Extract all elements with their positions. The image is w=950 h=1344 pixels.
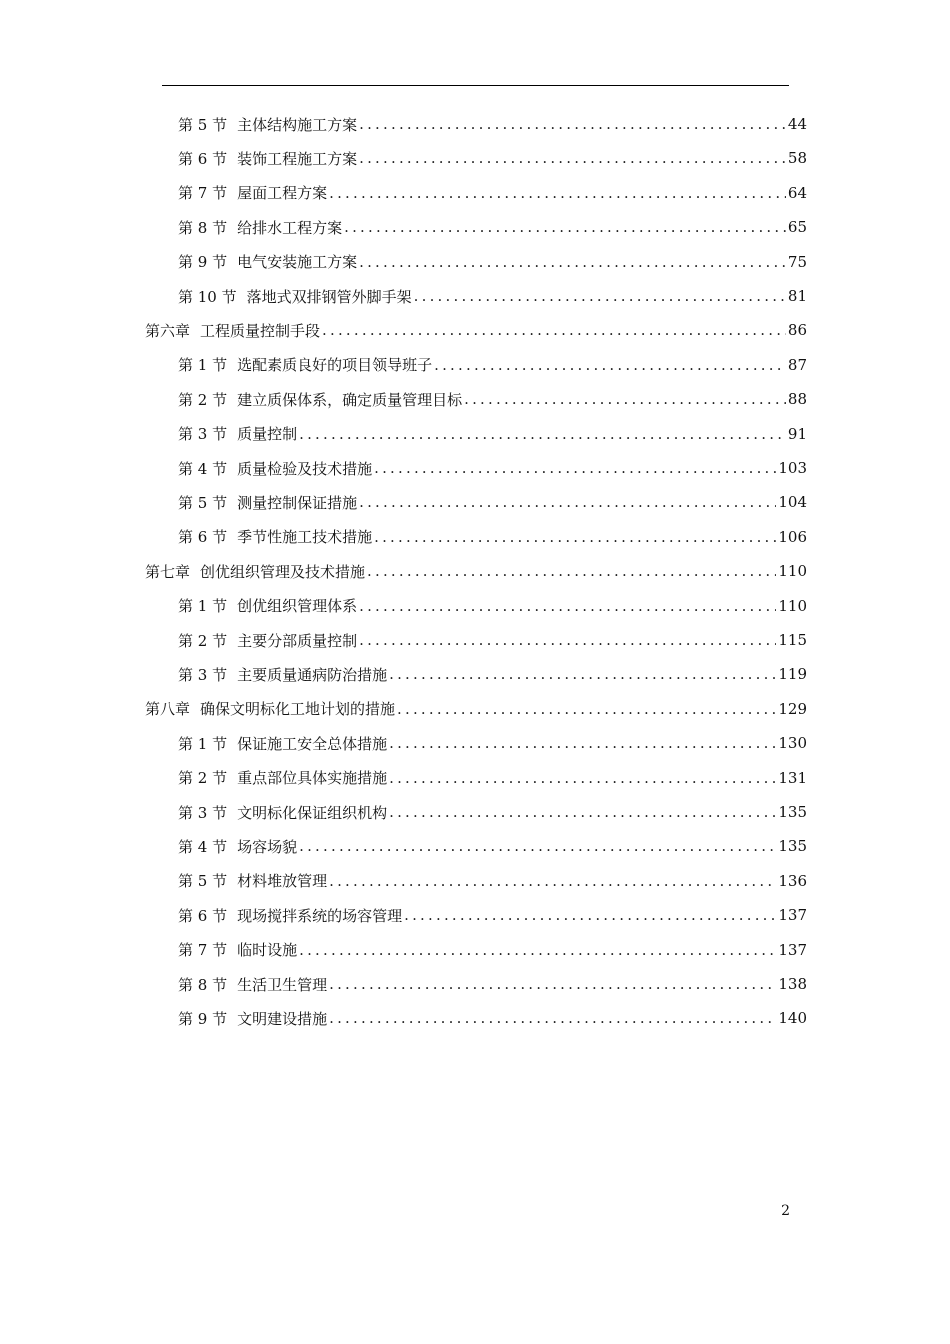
toc-entry-title: 建立质保体系，确定质量管理目标 bbox=[237, 390, 463, 409]
toc-entry-title: 创优组织管理体系 bbox=[237, 597, 358, 616]
toc-entry-title: 主要质量通病防治措施 bbox=[237, 665, 388, 684]
page-number: 2 bbox=[781, 1203, 790, 1219]
toc-entry-title: 创优组织管理及技术措施 bbox=[200, 562, 366, 581]
toc-entry-number: 第 5 节 bbox=[178, 872, 228, 891]
toc-entry-title: 主要分部质量控制 bbox=[237, 631, 358, 650]
toc-entry-page: 130 bbox=[778, 734, 807, 753]
toc-entry-number: 第 4 节 bbox=[178, 837, 228, 856]
dot-leader bbox=[299, 837, 776, 855]
toc-entry-page: 86 bbox=[787, 321, 807, 340]
toc-entry-title: 电气安装施工方案 bbox=[237, 253, 358, 272]
dot-leader bbox=[434, 356, 786, 374]
toc-entry-page: 88 bbox=[787, 390, 807, 409]
toc-entry[interactable] bbox=[178, 1001, 807, 1035]
toc-entry-title: 给排水工程方案 bbox=[237, 218, 343, 237]
dot-leader bbox=[414, 287, 786, 305]
toc-entry-title: 确保文明标化工地计划的措施 bbox=[200, 700, 396, 719]
dot-leader bbox=[359, 493, 776, 511]
toc-entry-page: 119 bbox=[778, 665, 807, 684]
toc-entry[interactable] bbox=[178, 417, 807, 451]
toc-entry-number: 第 3 节 bbox=[178, 425, 228, 444]
toc-entry-page: 135 bbox=[778, 837, 807, 856]
dot-leader bbox=[359, 115, 786, 133]
dot-leader bbox=[299, 425, 786, 443]
toc-entry-page: 58 bbox=[787, 149, 807, 168]
dot-leader bbox=[329, 975, 776, 993]
toc-entry-number: 第 1 节 bbox=[178, 734, 228, 753]
toc-entry[interactable] bbox=[178, 485, 807, 519]
toc-entry-number: 第 7 节 bbox=[178, 941, 228, 960]
dot-leader bbox=[329, 1009, 776, 1027]
toc-entry-title: 生活卫生管理 bbox=[237, 975, 328, 994]
toc-entry[interactable] bbox=[178, 382, 807, 416]
toc-entry-title: 场容场貌 bbox=[237, 837, 298, 856]
toc-entry-page: 75 bbox=[787, 252, 807, 271]
toc-entry-page: 104 bbox=[778, 493, 807, 512]
toc-entry-number: 第 6 节 bbox=[178, 528, 228, 547]
dot-leader bbox=[322, 321, 786, 339]
toc-entry[interactable] bbox=[178, 795, 807, 829]
toc-entry[interactable] bbox=[178, 967, 807, 1001]
toc-entry-number: 第 4 节 bbox=[178, 459, 228, 478]
dot-leader bbox=[389, 665, 776, 683]
toc-entry[interactable] bbox=[178, 933, 807, 967]
toc-entry-number: 第 5 节 bbox=[178, 115, 228, 134]
toc-entry-number: 第 10 节 bbox=[178, 287, 237, 306]
dot-leader bbox=[389, 769, 776, 787]
toc-entry-number: 第 5 节 bbox=[178, 493, 228, 512]
toc-entry-number: 第 9 节 bbox=[178, 253, 228, 272]
toc-chapter-entry[interactable] bbox=[145, 554, 807, 588]
toc-entry-title: 保证施工安全总体措施 bbox=[237, 734, 388, 753]
dot-leader bbox=[329, 184, 786, 202]
toc-entry-number: 第 1 节 bbox=[178, 356, 228, 375]
toc-entry-number: 第 1 节 bbox=[178, 597, 228, 616]
toc-entry[interactable] bbox=[178, 657, 807, 691]
toc-entry-number: 第 9 节 bbox=[178, 1009, 228, 1028]
toc-entry[interactable] bbox=[178, 898, 807, 932]
toc-entry-page: 103 bbox=[778, 459, 807, 477]
toc-entry[interactable] bbox=[178, 589, 807, 623]
toc-entry-number: 第 7 节 bbox=[178, 184, 228, 203]
toc-entry-number: 第六章 bbox=[145, 321, 191, 340]
toc-entry[interactable] bbox=[178, 107, 807, 141]
toc-entry-title: 装饰工程施工方案 bbox=[237, 149, 358, 168]
dot-leader bbox=[404, 906, 776, 924]
toc-entry-page: 91 bbox=[787, 424, 807, 443]
toc-entry-number: 第 2 节 bbox=[178, 769, 228, 788]
toc-entry-page: 110 bbox=[778, 596, 807, 615]
toc-entry-number: 第 8 节 bbox=[178, 975, 228, 994]
toc-entry[interactable] bbox=[178, 520, 807, 554]
dot-leader bbox=[359, 597, 776, 615]
toc-entry-page: 110 bbox=[778, 562, 807, 581]
toc-entry-page: 64 bbox=[787, 183, 807, 202]
toc-entry[interactable] bbox=[178, 726, 807, 760]
toc-entry-title: 文明建设措施 bbox=[237, 1009, 328, 1028]
toc-entry-page: 131 bbox=[778, 768, 807, 787]
dot-leader bbox=[374, 459, 776, 477]
toc-entry-title: 现场搅拌系统的场容管理 bbox=[237, 906, 403, 925]
toc-entry-title: 质量控制 bbox=[237, 425, 298, 444]
toc-entry-number: 第 8 节 bbox=[178, 218, 228, 237]
toc-entry-number: 第 3 节 bbox=[178, 665, 228, 684]
toc-chapter-entry[interactable] bbox=[145, 313, 807, 347]
toc-entry[interactable] bbox=[178, 864, 807, 898]
toc-entry-page: 137 bbox=[778, 940, 807, 959]
toc-entry-page: 65 bbox=[787, 218, 807, 237]
toc-entry-page: 115 bbox=[778, 631, 807, 649]
toc-entry-page: 137 bbox=[778, 906, 807, 925]
toc-entry-title: 测量控制保证措施 bbox=[237, 493, 358, 512]
toc-entry[interactable] bbox=[178, 623, 807, 657]
toc-entry-page: 136 bbox=[778, 871, 807, 890]
dot-leader bbox=[329, 872, 776, 890]
dot-leader bbox=[374, 528, 776, 546]
dot-leader bbox=[359, 253, 786, 271]
toc-entry-title: 落地式双排钢管外脚手架 bbox=[246, 287, 412, 306]
toc-entry-page: 138 bbox=[778, 975, 807, 993]
toc-entry-title: 临时设施 bbox=[237, 941, 298, 960]
toc-entry-title: 工程质量控制手段 bbox=[200, 321, 321, 340]
toc-entry-title: 季节性施工技术措施 bbox=[237, 528, 373, 547]
toc-entry-title: 屋面工程方案 bbox=[237, 184, 328, 203]
toc-entry[interactable] bbox=[178, 141, 807, 175]
dot-leader bbox=[389, 734, 776, 752]
header-rule bbox=[162, 85, 789, 86]
toc-entry-page: 135 bbox=[778, 803, 807, 821]
toc-entry-page: 87 bbox=[787, 355, 807, 374]
dot-leader bbox=[389, 803, 776, 821]
toc-entry-number: 第 2 节 bbox=[178, 631, 228, 650]
toc-entry-title: 主体结构施工方案 bbox=[237, 115, 358, 134]
toc-entry-page: 44 bbox=[787, 115, 807, 133]
dot-leader bbox=[344, 218, 786, 236]
toc-entry-page: 129 bbox=[778, 699, 807, 718]
toc-entry-number: 第 3 节 bbox=[178, 803, 228, 822]
toc-chapter-entry[interactable] bbox=[145, 692, 807, 726]
dot-leader bbox=[359, 149, 786, 167]
dot-leader bbox=[359, 631, 776, 649]
toc-entry-number: 第 2 节 bbox=[178, 390, 228, 409]
toc-entry-title: 选配素质良好的项目领导班子 bbox=[237, 356, 433, 375]
toc-entry-page: 81 bbox=[787, 287, 807, 305]
toc-entry[interactable] bbox=[178, 176, 807, 210]
toc-entry[interactable] bbox=[178, 761, 807, 795]
toc-entry-title: 重点部位具体实施措施 bbox=[237, 769, 388, 788]
dot-leader bbox=[397, 700, 776, 718]
toc-entry-page: 140 bbox=[778, 1009, 807, 1028]
toc-entry-number: 第八章 bbox=[145, 700, 191, 719]
toc-entry-page: 106 bbox=[778, 527, 807, 546]
dot-leader bbox=[464, 390, 786, 408]
toc-entry-title: 文明标化保证组织机构 bbox=[237, 803, 388, 822]
toc-entry[interactable] bbox=[178, 829, 807, 863]
toc-entry-title: 质量检验及技术措施 bbox=[237, 459, 373, 478]
toc-entry-number: 第 6 节 bbox=[178, 149, 228, 168]
toc-entry[interactable] bbox=[178, 348, 807, 382]
toc-entry-title: 材料堆放管理 bbox=[237, 872, 328, 891]
toc-entry-number: 第七章 bbox=[145, 562, 191, 581]
dot-leader bbox=[367, 562, 776, 580]
dot-leader bbox=[299, 941, 776, 959]
toc-entry-number: 第 6 节 bbox=[178, 906, 228, 925]
toc-entry[interactable] bbox=[178, 451, 807, 485]
toc-entry[interactable] bbox=[178, 210, 807, 244]
toc-entry[interactable] bbox=[178, 245, 807, 279]
toc-entry[interactable] bbox=[178, 279, 807, 313]
